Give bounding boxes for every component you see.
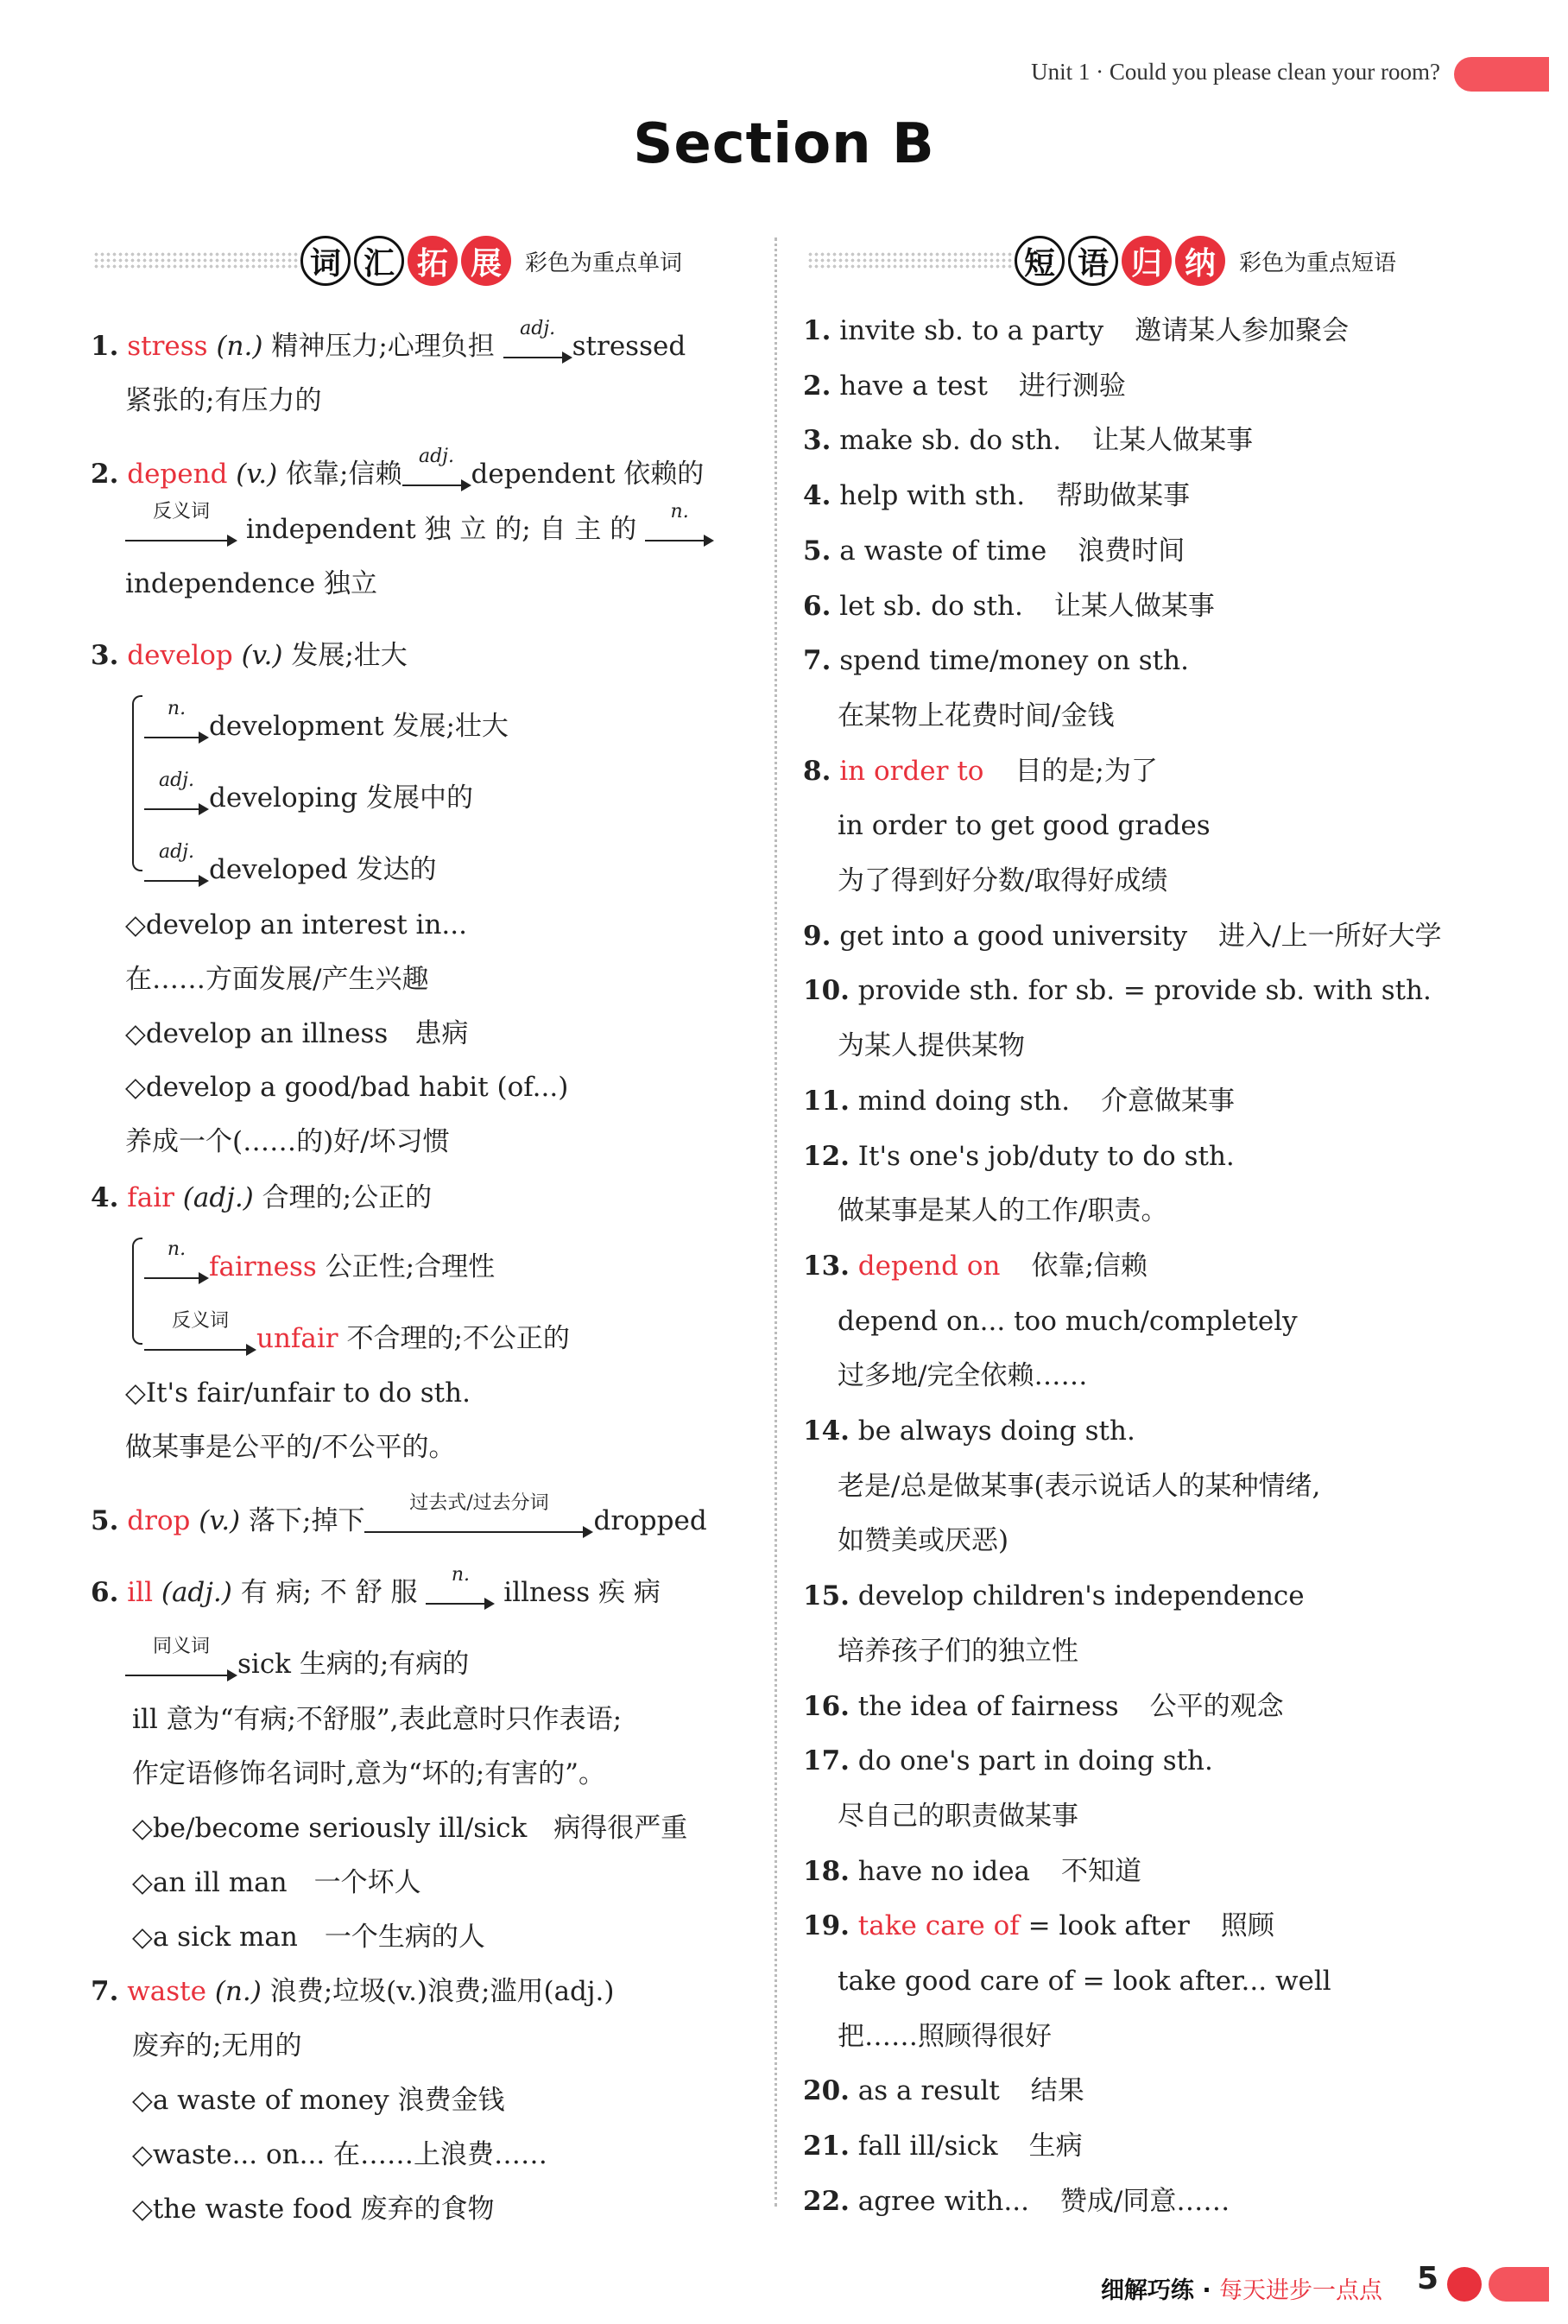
phrase-item [803, 304, 1349, 358]
phrase-item [803, 359, 1126, 414]
phrase-detail: 在某物上花费时间/金钱 [838, 700, 1115, 731]
phrase-item [803, 1130, 1235, 1184]
vocab-line: 紧张的;有压力的 [125, 385, 322, 416]
header-tip: 彩色为重点单词 [525, 250, 683, 276]
phrase-item [803, 744, 1158, 799]
vocab-note: ill 意为“有病;不舒服”,表此意时只作表语; [132, 1704, 623, 1735]
header-char: 汇 [354, 236, 404, 286]
vocab-note: 作定语修饰名词时,意为“坏的;有害的”。 [132, 1758, 605, 1789]
vocab-phrase: ◇waste... on... 在……上浪费…… [132, 2139, 548, 2170]
phrase-number: 2. [803, 370, 831, 402]
vocab-phrase: ◇develop an interest in... [125, 909, 467, 940]
phrase-cn: 邀请某人参加聚会 [1135, 315, 1350, 346]
phrase-cn: 让某人做某事 [1053, 590, 1215, 622]
header-char: 语 [1068, 236, 1118, 286]
phrase-number: 3. [803, 425, 831, 457]
phrase-en: the idea of fairness [857, 1690, 1119, 1722]
phrase-item [803, 2064, 1084, 2118]
vocab-line: 在……方面发展/产生兴趣 [125, 964, 429, 995]
phrase-cn: 不知道 [1061, 1855, 1142, 1887]
phrase-number: 8. [803, 755, 831, 787]
phrase-cn: 结果 [1030, 2075, 1084, 2107]
brace-icon [132, 1238, 142, 1345]
phrase-number: 7. [803, 645, 831, 677]
phrase-detail: 做某事是某人的工作/职责。 [838, 1195, 1168, 1227]
phrase-item [803, 1845, 1141, 1899]
vocab-item-develop: 3. develop (v.) 发展;壮大 [91, 640, 408, 671]
header-char: 词 [300, 236, 351, 286]
vocab-phrase: ◇be/become seriously ill/sick 病得很严重 [132, 1813, 688, 1844]
phrase-en: let sb. do sth. [839, 590, 1023, 622]
phrase-en: do one's part in doing sth. [857, 1745, 1213, 1777]
vocab-item-stress: 1. stress (n.) 精神压力;心理负担 adj. stressed [91, 320, 686, 374]
vocab-phrase: ◇develop an illness 患病 [125, 1018, 469, 1049]
phrase-item [803, 414, 1253, 468]
phrase-item [803, 1569, 1305, 1624]
phrase-header [807, 231, 1446, 290]
phrase-number: 10. [803, 975, 850, 1007]
header-tip: 彩色为重点短语 [1239, 250, 1397, 276]
arrow-icon: n. [144, 1251, 209, 1286]
brace-icon [132, 695, 142, 871]
phrase-detail: 如赞美或厌恶) [838, 1525, 1009, 1557]
dots-decoration [93, 251, 300, 270]
phrase-detail: take good care of = look after... well [838, 1966, 1331, 1997]
vocab-item-fair: 4. fair (adj.) 合理的;公正的 [91, 1182, 433, 1213]
phrase-detail: 为了得到好分数/取得好成绩 [838, 865, 1168, 896]
phrase-detail: 把……照顾得很好 [838, 2020, 1052, 2052]
vocab-line: 反义词 independent 独 立 的; 自 主 的 n. [125, 503, 714, 557]
phrase-number: 21. [803, 2131, 850, 2163]
vocab-item-waste: 7. waste (n.) 浪费;垃圾(v.)浪费;滥用(adj.) [91, 1976, 615, 2007]
phrase-en: make sb. do sth. [839, 425, 1062, 457]
arrow-icon: 同义词 [125, 1649, 237, 1683]
vocab-line: 做某事是公平的/不公平的。 [125, 1432, 456, 1463]
phrase-en: in order to [839, 755, 984, 787]
phrase-detail: in order to get good grades [838, 810, 1211, 842]
footer-brand: 细解巧练 · 每天进步一点点 [1100, 2277, 1382, 2304]
vocab-phrase: ◇an ill man 一个坏人 [132, 1867, 421, 1898]
phrase-item [803, 1239, 1148, 1294]
phrase-en: invite sb. to a party [839, 315, 1104, 346]
phrase-number: 13. [803, 1250, 850, 1282]
arrow-icon: 反义词 [144, 1323, 256, 1358]
vocab-line: 同义词 sick 生病的;有病的 [125, 1637, 469, 1692]
arrow-icon: adj. [144, 854, 209, 889]
phrase-en: mind doing sth. [857, 1085, 1071, 1117]
phrase-item [803, 964, 1432, 1018]
arrow-icon: adj. [402, 459, 471, 493]
vocab-word: depend [127, 459, 228, 490]
vocab-phrase: ◇develop a good/bad habit (of...) [125, 1072, 569, 1103]
phrase-cn: 介意做某事 [1101, 1085, 1236, 1117]
phrase-en: have no idea [857, 1855, 1031, 1887]
phrase-detail: 培养孩子们的独立性 [838, 1635, 1078, 1667]
phrase-number: 19. [803, 1910, 850, 1942]
vocab-word: develop [127, 640, 233, 671]
arrow-icon: n. [144, 711, 209, 745]
vocab-phrase: ◇the waste food 废弃的食物 [132, 2194, 495, 2225]
phrase-number: 1. [803, 315, 831, 346]
vocab-line: 废弃的;无用的 [132, 2030, 302, 2061]
vocab-word: ill [127, 1577, 153, 1608]
page-number: 5 [1416, 2261, 1438, 2296]
phrase-number: 18. [803, 1855, 850, 1887]
phrase-cn: 生病 [1028, 2131, 1083, 2163]
phrase-number: 11. [803, 1085, 850, 1117]
column-divider [775, 237, 777, 2207]
arrow-icon: 反义词 [125, 514, 237, 548]
phrase-cn: 进入/上一所好大学 [1218, 920, 1442, 952]
phrase-number: 5. [803, 535, 831, 567]
phrase-en: help with sth. [839, 480, 1026, 512]
phrase-cn: 进行测验 [1018, 370, 1126, 402]
vocab-line: n. fairness 公正性;合理性 [144, 1240, 495, 1295]
vocab-list [91, 317, 756, 2237]
header-char: 归 [1122, 236, 1172, 286]
phrase-en: take care of [857, 1910, 1020, 1942]
phrase-item [803, 579, 1215, 634]
phrase-en: have a test [839, 370, 988, 402]
phrase-en: a waste of time [839, 535, 1047, 567]
phrase-cn: 照顾 [1220, 1910, 1274, 1942]
phrase-number: 16. [803, 1690, 850, 1722]
phrase-detail: depend on... too much/completely [838, 1305, 1298, 1337]
phrase-en: get into a good university [839, 920, 1188, 952]
phrase-detail: 为某人提供某物 [838, 1030, 1025, 1062]
phrase-number: 22. [803, 2185, 850, 2217]
vocab-line: independence 独立 [125, 568, 377, 599]
phrase-detail: 老是/总是做某事(表示说话人的某种情绪, [838, 1470, 1321, 1502]
vocab-item-drop: 5. drop (v.) 落下;掉下 过去式/过去分词 dropped [91, 1494, 707, 1548]
header-char: 纳 [1175, 236, 1225, 286]
header-decoration [1454, 57, 1549, 92]
arrow-icon: n. [426, 1577, 495, 1612]
phrase-cn: 赞成/同意…… [1059, 2185, 1230, 2217]
vocab-line: 反义词 unfair 不合理的;不公正的 [144, 1312, 570, 1366]
phrase-item [803, 2175, 1230, 2229]
vocab-word: drop [127, 1505, 191, 1536]
vocab-line: 养成一个(……的)好/坏习惯 [125, 1126, 450, 1157]
phrase-en: fall ill/sick [857, 2131, 998, 2163]
phrase-item [803, 469, 1190, 523]
phrase-cn: 帮助做某事 [1056, 480, 1191, 512]
vocab-header [93, 231, 737, 290]
vocab-phrase: ◇It's fair/unfair to do sth. [125, 1377, 471, 1409]
phrase-cn: 目的是;为了 [1015, 755, 1158, 787]
footer-bar-decoration [1489, 2267, 1549, 2302]
dots-decoration [807, 251, 1015, 270]
phrase-number: 6. [803, 590, 831, 622]
vocab-line: n. development 发展;壮大 [144, 700, 509, 754]
phrase-en: develop children's independence [857, 1580, 1305, 1612]
arrow-icon: adj. [144, 782, 209, 817]
vocab-item-depend: 2. depend (v.) 依靠;信赖 adj. dependent 依赖的 [91, 447, 704, 502]
phrase-item [803, 909, 1442, 964]
footer-dot-decoration [1447, 2267, 1482, 2302]
phrase-number: 17. [803, 1745, 850, 1777]
phrase-list [803, 304, 1494, 2247]
phrase-item [803, 1404, 1135, 1459]
vocab-phrase: ◇a waste of money 浪费金钱 [132, 2085, 505, 2116]
phrase-item [803, 1734, 1213, 1789]
section-title: Section B [633, 112, 935, 176]
vocab-word: fair [127, 1182, 174, 1213]
phrase-en: spend time/money on sth. [839, 645, 1189, 677]
phrase-en: It's one's job/duty to do sth. [857, 1140, 1235, 1172]
phrase-number: 14. [803, 1415, 850, 1447]
phrase-en: depend on [857, 1250, 1001, 1282]
vocab-item-ill: 6. ill (adj.) 有 病; 不 舒 服 n. illness 疾 病 [91, 1566, 661, 1620]
phrase-detail: 过多地/完全依赖…… [838, 1360, 1088, 1392]
arrow-icon: 过去式/过去分词 [364, 1505, 593, 1540]
vocab-word: waste [127, 1976, 206, 2007]
phrase-en: agree with... [857, 2185, 1029, 2217]
phrase-detail: 尽自己的职责做某事 [838, 1800, 1078, 1832]
vocab-line: adj. developed 发达的 [144, 843, 437, 897]
vocab-phrase: ◇a sick man 一个生病的人 [132, 1922, 485, 1953]
phrase-number: 9. [803, 920, 831, 952]
phrase-cn: 让某人做某事 [1092, 425, 1254, 457]
phrase-number: 4. [803, 480, 831, 512]
phrase-number: 20. [803, 2075, 850, 2107]
phrase-item [803, 524, 1185, 579]
header-char: 拓 [408, 236, 458, 286]
phrase-number: 15. [803, 1580, 850, 1612]
unit-title: Unit 1 · Could you please clean your room? [1031, 59, 1440, 85]
phrase-en: as a result [857, 2075, 1000, 2107]
phrase-item [803, 1074, 1235, 1129]
arrow-icon: adj. [503, 331, 572, 365]
phrase-cn: 公平的观念 [1149, 1690, 1284, 1722]
vocab-word: stress [127, 331, 208, 362]
phrase-en: provide sth. for sb. = provide sb. with sth. [857, 975, 1432, 1007]
arrow-icon: n. [645, 514, 714, 548]
phrase-item [803, 1899, 1274, 1954]
phrase-item [803, 1680, 1284, 1734]
phrase-en-equivalent: = look after [1027, 1910, 1190, 1942]
header-char: 短 [1015, 236, 1065, 286]
phrase-item [803, 2119, 1083, 2174]
phrase-item [803, 634, 1189, 688]
header-char: 展 [461, 236, 511, 286]
vocab-line: adj. developing 发展中的 [144, 771, 473, 826]
phrase-number: 12. [803, 1140, 850, 1172]
phrase-en: be always doing sth. [857, 1415, 1135, 1447]
phrase-cn: 浪费时间 [1078, 535, 1185, 567]
phrase-cn: 依靠;信赖 [1031, 1250, 1148, 1282]
